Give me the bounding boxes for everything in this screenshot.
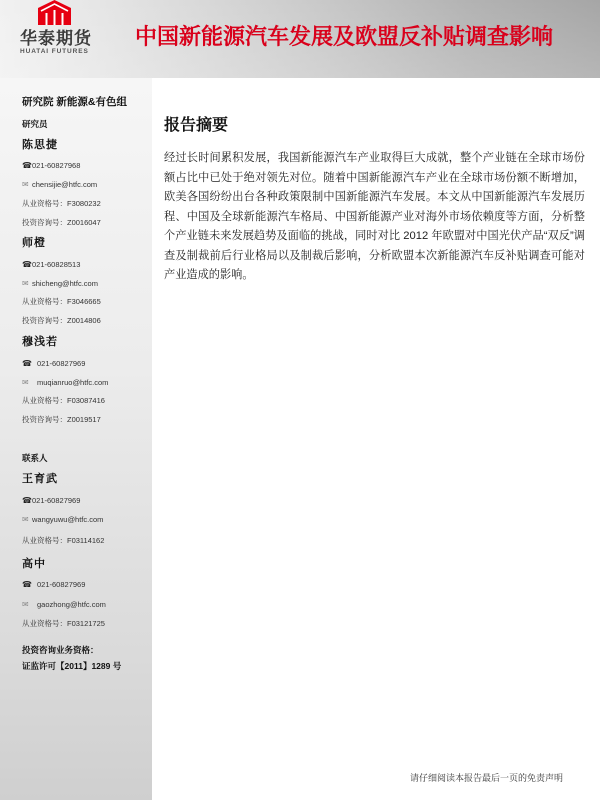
phone-icon xyxy=(22,358,37,370)
email-address: muqianruo@htfc.com xyxy=(37,378,109,387)
researcher-phone xyxy=(22,358,85,370)
email-address: gaozhong@htfc.com xyxy=(37,600,106,609)
disclaimer-note: 请仔细阅读本报告最后一页的免责声明 xyxy=(410,773,564,783)
report-header xyxy=(0,0,600,78)
envelope-icon xyxy=(22,514,32,526)
researcher-name: 师橙 xyxy=(22,236,46,249)
contact-name: 王育武 xyxy=(22,472,58,485)
contact-email xyxy=(22,599,106,611)
researcher-name: 穆浅若 xyxy=(22,335,58,348)
phone-icon xyxy=(22,495,32,507)
phone-icon xyxy=(22,160,32,172)
qualification-number: 从业资格号：F3046665 xyxy=(22,297,101,306)
consulting-number: 投资咨询号：Z0019517 xyxy=(22,415,101,424)
phone-number: 021-60828513 xyxy=(32,260,81,269)
consulting-number: 投资咨询号：Z0016047 xyxy=(22,218,101,227)
email-address: chensijie@htfc.com xyxy=(32,180,98,189)
analyst-sidebar xyxy=(0,78,152,800)
contact-name: 高中 xyxy=(22,557,46,570)
email-address: wangyuwu@htfc.com xyxy=(32,515,104,524)
researcher-email xyxy=(22,278,98,290)
phone-number: 021-60827969 xyxy=(37,359,86,368)
researcher-phone xyxy=(22,259,80,271)
envelope-icon xyxy=(22,377,37,389)
logo-english-name: HUATAI FUTURES xyxy=(20,48,89,55)
company-logo xyxy=(0,0,130,78)
envelope-icon xyxy=(22,278,32,290)
consulting-number: 投资咨询号：Z0014806 xyxy=(22,316,101,325)
summary-paragraph: 经过长时间累积发展，我国新能源汽车产业取得巨大成就，整个产业链在全球市场份额占比中已处于绝对领先对位。随着中国新能源汽车产业在全球市场份额不断增加，欧美各国纷纷出台各种政策限制中国新能源汽车发展。本文从中国新能源汽车发展历程、中国及全球新能源汽车格局、中国新能源产业对海外市场依赖度等方面，分析整个产业链未来发展趋势及面临的挑战，同时对比 2012 年欧盟对中国光伏产品“双反”调查及制裁前后行业格局以及制裁后影响，分析欧盟本次新能源汽车反补贴调查可能对产业造成的影响。 xyxy=(164,152,585,281)
contact-phone xyxy=(22,495,80,507)
researcher-phone xyxy=(22,160,80,172)
report-title: 中国新能源汽车发展及欧盟反补贴调查影响 xyxy=(135,24,554,49)
researchers-heading: 研究员 xyxy=(22,119,48,129)
qualification-number: 从业资格号：F3080232 xyxy=(22,199,101,208)
phone-icon xyxy=(22,259,32,271)
section-title: 报告摘要 xyxy=(164,117,229,134)
researcher-name: 陈思捷 xyxy=(22,138,58,151)
researcher-email xyxy=(22,179,97,191)
researcher-email xyxy=(22,377,108,389)
contact-phone xyxy=(22,579,85,591)
research-group-label: 研究院 新能源&有色组 xyxy=(22,96,127,108)
phone-number: 021-60827968 xyxy=(32,161,81,170)
qualification-number: 从业资格号：F03114162 xyxy=(22,536,105,545)
phone-icon xyxy=(22,579,37,591)
license-heading: 投资咨询业务资格： xyxy=(22,645,99,655)
logo-chinese-name: 华泰期货 xyxy=(20,29,92,48)
email-address: shicheng@htfc.com xyxy=(32,279,98,288)
huatai-logo-icon xyxy=(38,0,71,25)
qualification-number: 从业资格号：F03087416 xyxy=(22,396,105,405)
qualification-number: 从业资格号：F03121725 xyxy=(22,619,105,628)
phone-number: 021-60827969 xyxy=(37,580,86,589)
license-number: 证监许可【2011】1289 号 xyxy=(22,661,122,671)
phone-number: 021-60827969 xyxy=(32,496,81,505)
contacts-heading: 联系人 xyxy=(22,453,48,463)
envelope-icon xyxy=(22,599,37,611)
envelope-icon xyxy=(22,179,32,191)
contact-email xyxy=(22,514,103,526)
